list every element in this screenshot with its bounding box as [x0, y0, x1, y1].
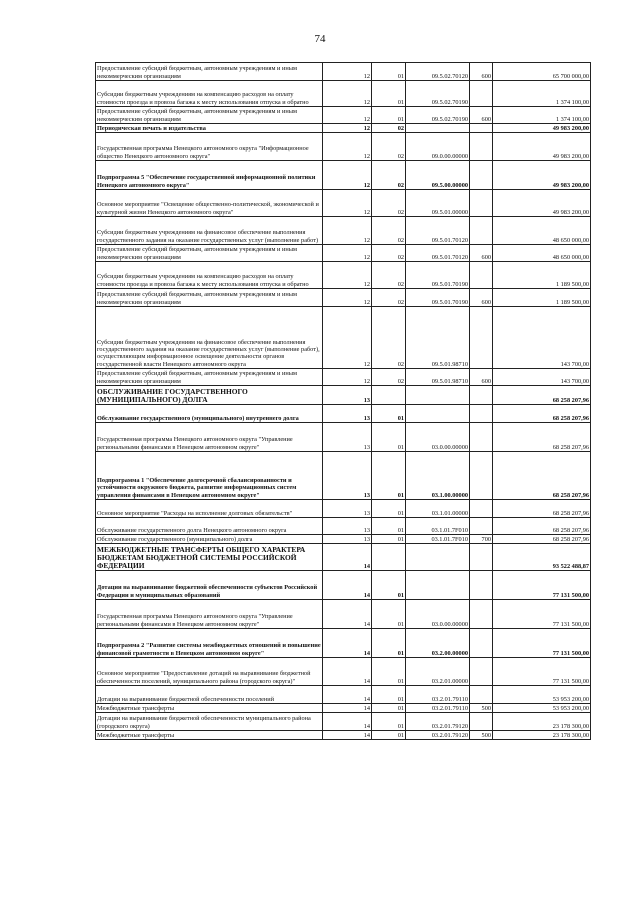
- row-name-cell: Обслуживание государственного (муниципального) долга: [96, 535, 323, 544]
- row-name-cell: Субсидии бюджетным учреждениям на финансовое обеспечение выполнения государственного задания на оказание государственных услуг (выполнение работ): [96, 217, 323, 245]
- row-section-cell: 14: [323, 544, 372, 571]
- table-row: [96, 245, 591, 262]
- table-row: [96, 704, 591, 713]
- row-amount-cell: 1 189 500,00: [493, 262, 591, 289]
- table-row: [96, 307, 591, 369]
- table-row: [96, 81, 591, 107]
- row-name-cell: Межбюджетные трансферты: [96, 704, 323, 713]
- row-subsection-cell: 01: [372, 629, 406, 658]
- row-subsection-cell: 02: [372, 369, 406, 386]
- row-subsection-cell: 01: [372, 571, 406, 600]
- row-expense-type-cell: 600: [470, 63, 493, 81]
- row-name-cell: Предоставление субсидий бюджетным, автономным учреждениям и иным некоммерческим организациям: [96, 245, 323, 262]
- row-expense-type-cell: [470, 217, 493, 245]
- row-expense-type-cell: 500: [470, 731, 493, 740]
- row-amount-cell: 68 258 207,96: [493, 405, 591, 423]
- table-row: [96, 369, 591, 386]
- row-amount-cell: 77 131 500,00: [493, 571, 591, 600]
- row-target-article-cell: 09.5.00.00000: [406, 161, 470, 190]
- row-name-cell: Основное мероприятие "Предоставление дотаций на выравнивание бюджетной обеспеченности поселений, муниципального района (городского округа)": [96, 658, 323, 686]
- row-target-article-cell: 09.0.00.00000: [406, 133, 470, 161]
- row-section-cell: 13: [323, 535, 372, 544]
- row-amount-cell: 23 178 300,00: [493, 713, 591, 731]
- row-expense-type-cell: 700: [470, 535, 493, 544]
- row-name-cell: Дотации на выравнивание бюджетной обеспеченности поселений: [96, 686, 323, 704]
- row-target-article-cell: 03.2.01.79110: [406, 704, 470, 713]
- row-amount-cell: 77 131 500,00: [493, 658, 591, 686]
- row-subsection-cell: 01: [372, 686, 406, 704]
- row-expense-type-cell: [470, 262, 493, 289]
- row-amount-cell: 77 131 500,00: [493, 629, 591, 658]
- row-name-cell: Субсидии бюджетным учреждениям на компенсацию расходов на оплату стоимости проезда и провоза багажа к месту использования отпуска и обратно: [96, 81, 323, 107]
- row-section-cell: 14: [323, 571, 372, 600]
- row-target-article-cell: 03.2.00.00000: [406, 629, 470, 658]
- table-row: [96, 500, 591, 518]
- row-name-cell: Дотации на выравнивание бюджетной обеспеченности субъектов Российской Федерации и муниципальных образований: [96, 571, 323, 600]
- row-amount-cell: 1 374 100,00: [493, 81, 591, 107]
- row-amount-cell: 48 650 000,00: [493, 217, 591, 245]
- row-subsection-cell: [372, 544, 406, 571]
- row-amount-cell: 53 953 200,00: [493, 704, 591, 713]
- table-row: [96, 289, 591, 307]
- row-target-article-cell: 09.5.02.70190: [406, 107, 470, 124]
- row-target-article-cell: [406, 386, 470, 405]
- row-section-cell: 12: [323, 262, 372, 289]
- table-row: [96, 544, 591, 571]
- row-expense-type-cell: [470, 500, 493, 518]
- row-section-cell: 14: [323, 713, 372, 731]
- row-expense-type-cell: 600: [470, 107, 493, 124]
- row-target-article-cell: 09.5.01.70120: [406, 245, 470, 262]
- row-amount-cell: 49 983 200,00: [493, 124, 591, 133]
- row-name-cell: Межбюджетные трансферты: [96, 731, 323, 740]
- table-row: [96, 713, 591, 731]
- table-row: [96, 658, 591, 686]
- row-target-article-cell: [406, 405, 470, 423]
- row-section-cell: 13: [323, 386, 372, 405]
- row-expense-type-cell: [470, 658, 493, 686]
- table-row: [96, 217, 591, 245]
- row-target-article-cell: 09.5.01.98710: [406, 307, 470, 369]
- row-subsection-cell: 01: [372, 63, 406, 81]
- row-expense-type-cell: [470, 629, 493, 658]
- table-row: [96, 518, 591, 535]
- table-row: [96, 423, 591, 452]
- row-subsection-cell: 02: [372, 245, 406, 262]
- table-row: [96, 161, 591, 190]
- table-row: [96, 262, 591, 289]
- row-amount-cell: 68 258 207,96: [493, 518, 591, 535]
- row-target-article-cell: 09.5.01.70190: [406, 262, 470, 289]
- row-subsection-cell: 02: [372, 307, 406, 369]
- row-name-cell: Подпрограмма 5 "Обеспечение государственной информационной политики Ненецкого автономного округа": [96, 161, 323, 190]
- row-expense-type-cell: 600: [470, 369, 493, 386]
- table-row: [96, 133, 591, 161]
- row-amount-cell: 49 983 200,00: [493, 161, 591, 190]
- row-expense-type-cell: [470, 161, 493, 190]
- row-name-cell: Предоставление субсидий бюджетным, автономным учреждениям и иным некоммерческим организациям: [96, 369, 323, 386]
- row-subsection-cell: 01: [372, 731, 406, 740]
- row-section-cell: 12: [323, 161, 372, 190]
- row-expense-type-cell: 500: [470, 704, 493, 713]
- budget-table: [95, 62, 591, 740]
- row-expense-type-cell: [470, 405, 493, 423]
- table-row: [96, 571, 591, 600]
- row-expense-type-cell: 600: [470, 289, 493, 307]
- row-subsection-cell: 02: [372, 133, 406, 161]
- row-name-cell: Основное мероприятие "Освещение общественно-политической, экономической и культурной жизни Ненецкого автономного округа": [96, 190, 323, 217]
- row-subsection-cell: 01: [372, 107, 406, 124]
- row-name-cell: Дотации на выравнивание бюджетной обеспеченности муниципального района (городского округа): [96, 713, 323, 731]
- row-subsection-cell: 02: [372, 190, 406, 217]
- table-row: [96, 107, 591, 124]
- row-name-cell: Государственная программа Ненецкого автономного округа "Управление региональными финансами в Ненецком автономном округе": [96, 423, 323, 452]
- row-name-cell: Основное мероприятие "Расходы на исполнение долговых обязательств": [96, 500, 323, 518]
- table-row: [96, 386, 591, 405]
- row-target-article-cell: 03.1.00.00000: [406, 452, 470, 500]
- row-name-cell: Государственная программа Ненецкого автономного округа "Управление региональными финансами в Ненецком автономном округе": [96, 600, 323, 629]
- row-target-article-cell: 09.5.01.70120: [406, 217, 470, 245]
- row-target-article-cell: 03.1.01.7F010: [406, 535, 470, 544]
- row-subsection-cell: 02: [372, 289, 406, 307]
- row-expense-type-cell: [470, 386, 493, 405]
- row-target-article-cell: 09.5.02.70120: [406, 63, 470, 81]
- table-row: [96, 535, 591, 544]
- row-section-cell: 13: [323, 518, 372, 535]
- row-section-cell: 12: [323, 107, 372, 124]
- row-name-cell: Государственная программа Ненецкого автономного округа "Информационное общество Ненецкого автономного округа": [96, 133, 323, 161]
- table-row: [96, 629, 591, 658]
- row-expense-type-cell: [470, 124, 493, 133]
- row-amount-cell: 143 700,00: [493, 369, 591, 386]
- row-subsection-cell: 01: [372, 535, 406, 544]
- row-subsection-cell: 02: [372, 161, 406, 190]
- table-row: [96, 190, 591, 217]
- row-expense-type-cell: [470, 133, 493, 161]
- row-section-cell: 14: [323, 686, 372, 704]
- row-amount-cell: 77 131 500,00: [493, 600, 591, 629]
- row-name-cell: Предоставление субсидий бюджетным, автономным учреждениям и иным некоммерческим организациям: [96, 107, 323, 124]
- row-amount-cell: 68 258 207,96: [493, 500, 591, 518]
- row-amount-cell: 53 953 200,00: [493, 686, 591, 704]
- row-amount-cell: 68 258 207,96: [493, 423, 591, 452]
- row-name-cell: Подпрограмма 1 "Обеспечение долгосрочной сбалансированности и устойчивости окружного бюджета, развитие информационных систем управления финансами в Ненецком автономном округе": [96, 452, 323, 500]
- row-target-article-cell: 09.5.02.70190: [406, 81, 470, 107]
- row-name-cell: Обслуживание государственного (муниципального) внутреннего долга: [96, 405, 323, 423]
- row-amount-cell: 65 700 000,00: [493, 63, 591, 81]
- row-name-cell: Предоставление субсидий бюджетным, автономным учреждениям и иным некоммерческим организациям: [96, 63, 323, 81]
- row-section-cell: 12: [323, 133, 372, 161]
- row-section-cell: 14: [323, 629, 372, 658]
- row-amount-cell: 1 374 100,00: [493, 107, 591, 124]
- row-subsection-cell: 01: [372, 713, 406, 731]
- table-row: [96, 452, 591, 500]
- row-amount-cell: 143 700,00: [493, 307, 591, 369]
- row-name-cell: Предоставление субсидий бюджетным, автономным учреждениям и иным некоммерческим организациям: [96, 289, 323, 307]
- row-name-cell: ОБСЛУЖИВАНИЕ ГОСУДАРСТВЕННОГО (МУНИЦИПАЛЬНОГО) ДОЛГА: [96, 386, 323, 405]
- row-section-cell: 12: [323, 63, 372, 81]
- table-row: [96, 731, 591, 740]
- row-section-cell: 12: [323, 124, 372, 133]
- row-amount-cell: 68 258 207,96: [493, 386, 591, 405]
- row-subsection-cell: 01: [372, 600, 406, 629]
- row-amount-cell: 1 189 500,00: [493, 289, 591, 307]
- row-subsection-cell: 01: [372, 500, 406, 518]
- row-amount-cell: 23 178 300,00: [493, 731, 591, 740]
- row-target-article-cell: 03.2.01.00000: [406, 658, 470, 686]
- row-section-cell: 14: [323, 600, 372, 629]
- table-row: [96, 600, 591, 629]
- row-name-cell: Обслуживание государственного долга Ненецкого автономного округа: [96, 518, 323, 535]
- row-section-cell: 12: [323, 289, 372, 307]
- row-section-cell: 12: [323, 245, 372, 262]
- row-name-cell: Подпрограмма 2 "Развитие системы межбюджетных отношений и повышение финансовой грамотности в Ненецком автономном округе": [96, 629, 323, 658]
- row-target-article-cell: 09.5.01.00000: [406, 190, 470, 217]
- row-amount-cell: 49 983 200,00: [493, 133, 591, 161]
- row-target-article-cell: 03.0.00.00000: [406, 600, 470, 629]
- row-target-article-cell: 03.1.01.7F010: [406, 518, 470, 535]
- page-number: 74: [314, 33, 326, 45]
- row-expense-type-cell: [470, 713, 493, 731]
- row-amount-cell: 48 650 000,00: [493, 245, 591, 262]
- table-row: [96, 405, 591, 423]
- row-target-article-cell: 09.5.01.70190: [406, 289, 470, 307]
- row-expense-type-cell: [470, 518, 493, 535]
- row-target-article-cell: 03.0.00.00000: [406, 423, 470, 452]
- row-subsection-cell: 02: [372, 262, 406, 289]
- row-amount-cell: 49 983 200,00: [493, 190, 591, 217]
- row-subsection-cell: 01: [372, 704, 406, 713]
- row-target-article-cell: 03.1.01.00000: [406, 500, 470, 518]
- row-section-cell: 12: [323, 307, 372, 369]
- row-section-cell: 12: [323, 369, 372, 386]
- table-row: [96, 686, 591, 704]
- row-subsection-cell: 02: [372, 124, 406, 133]
- row-target-article-cell: 03.2.01.79120: [406, 713, 470, 731]
- row-target-article-cell: 03.2.01.79110: [406, 686, 470, 704]
- row-subsection-cell: 01: [372, 518, 406, 535]
- row-amount-cell: 68 258 207,96: [493, 535, 591, 544]
- row-expense-type-cell: [470, 81, 493, 107]
- row-subsection-cell: 01: [372, 452, 406, 500]
- row-expense-type-cell: [470, 307, 493, 369]
- row-subsection-cell: [372, 386, 406, 405]
- row-subsection-cell: 02: [372, 217, 406, 245]
- row-section-cell: 14: [323, 731, 372, 740]
- row-section-cell: 12: [323, 190, 372, 217]
- row-section-cell: 13: [323, 423, 372, 452]
- row-amount-cell: 93 522 488,87: [493, 544, 591, 571]
- row-section-cell: 12: [323, 217, 372, 245]
- row-expense-type-cell: [470, 571, 493, 600]
- row-name-cell: Субсидии бюджетным учреждениям на финансовое обеспечение выполнения государственного задания на оказание государственных услуг (выполнение работ), осуществляющим информационное освещение деятельности органов государственной власти Ненецкого автономного округа: [96, 307, 323, 369]
- row-expense-type-cell: [470, 423, 493, 452]
- row-target-article-cell: 09.5.01.98710: [406, 369, 470, 386]
- row-subsection-cell: 01: [372, 405, 406, 423]
- row-expense-type-cell: 600: [470, 245, 493, 262]
- row-subsection-cell: 01: [372, 423, 406, 452]
- row-section-cell: 13: [323, 500, 372, 518]
- row-name-cell: Субсидии бюджетным учреждениям на компенсацию расходов на оплату стоимости проезда и провоза багажа к месту использования отпуска и обратно: [96, 262, 323, 289]
- row-target-article-cell: [406, 571, 470, 600]
- table-row: [96, 124, 591, 133]
- row-target-article-cell: [406, 124, 470, 133]
- row-expense-type-cell: [470, 544, 493, 571]
- row-expense-type-cell: [470, 190, 493, 217]
- row-name-cell: МЕЖБЮДЖЕТНЫЕ ТРАНСФЕРТЫ ОБЩЕГО ХАРАКТЕРА БЮДЖЕТАМ БЮДЖЕТНОЙ СИСТЕМЫ РОССИЙСКОЙ ФЕДЕРАЦИИ: [96, 544, 323, 571]
- row-expense-type-cell: [470, 452, 493, 500]
- row-amount-cell: 68 258 207,96: [493, 452, 591, 500]
- row-expense-type-cell: [470, 600, 493, 629]
- row-section-cell: 13: [323, 452, 372, 500]
- row-name-cell: Периодическая печать и издательства: [96, 124, 323, 133]
- row-section-cell: 12: [323, 81, 372, 107]
- row-expense-type-cell: [470, 686, 493, 704]
- row-subsection-cell: 01: [372, 658, 406, 686]
- row-target-article-cell: [406, 544, 470, 571]
- budget-table-body: [96, 63, 591, 740]
- row-section-cell: 14: [323, 704, 372, 713]
- table-row: [96, 63, 591, 81]
- row-subsection-cell: 01: [372, 81, 406, 107]
- row-section-cell: 14: [323, 658, 372, 686]
- row-target-article-cell: 03.2.01.79120: [406, 731, 470, 740]
- row-section-cell: 13: [323, 405, 372, 423]
